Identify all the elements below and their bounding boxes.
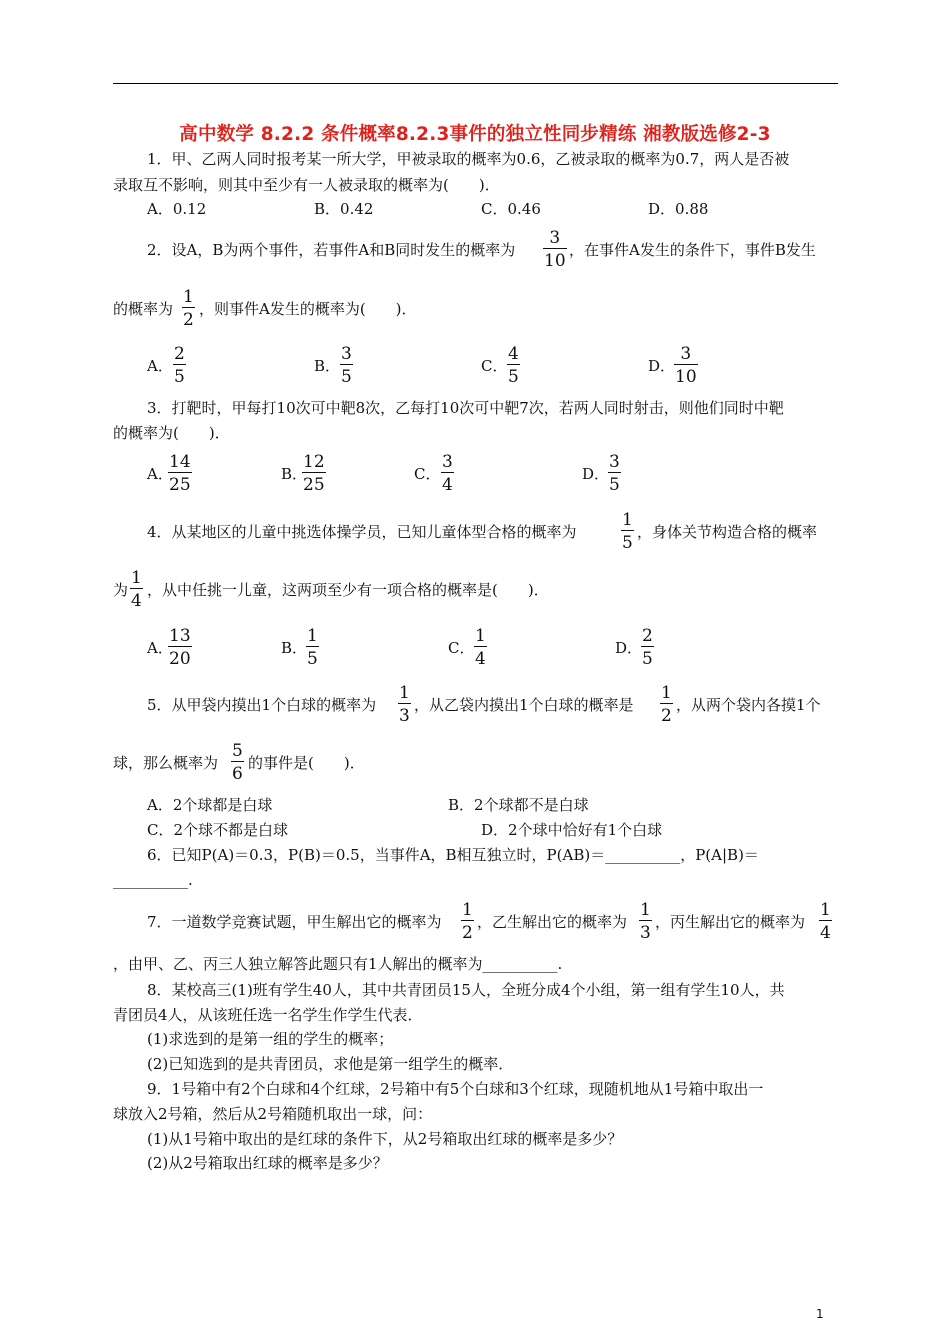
q3-option-d-label: D． [582,465,610,483]
q8-line1: 8．某校高三(1)班有学生40人，其中共青团员15人，全班分成4个小组，第一组有学生10人，共 [147,981,785,999]
q4-option-b-fraction: $\frac{1}{5}$ [307,626,318,669]
q2-option-a-fraction: $\frac{2}{5}$ [174,344,185,387]
q5-option-c: C．2个球不都是白球 [147,821,289,839]
page-number: 1 [816,1307,824,1321]
q2-option-c-label: C． [481,357,508,375]
q2-fraction-2: $\frac{1}{2}$ [183,287,194,330]
page-title: 高中数学 8.2.2 条件概率8.2.3事件的独立性同步精练 湘教版选修2-3 [179,124,771,145]
q4-option-a-label: A． [147,639,173,657]
q4-text-3: 为 [113,581,129,599]
q2-option-b-label: B． [314,357,341,375]
q4-text-2: ，身体关节构造合格的概率 [637,523,818,541]
q2-option-b-fraction: $\frac{3}{5}$ [341,344,352,387]
q8-sub1: (1)求选到的是第一组的学生的概率； [147,1030,394,1048]
q4-fraction-1: $\frac{1}{5}$ [622,510,633,553]
q2-text-2: ，在事件A发生的条件下，事件B发生 [569,241,816,259]
q3-option-a-fraction: $\frac{14}{25}$ [169,452,191,495]
q1-option-b: B．0.42 [314,200,374,218]
q5-option-a: A．2个球都是白球 [147,796,273,814]
q3-option-c-fraction: $\frac{3}{4}$ [442,452,453,495]
q5-text-5: 的事件是( )． [248,754,365,772]
q6-line1: 6．已知P(A)＝0.3，P(B)＝0.5，当事件A，B相互独立时，P(AB)＝__________，P(A|B)＝ [147,846,759,864]
q8-line2: 青团员4人，从该班任选一名学生作学生代表． [113,1006,423,1024]
q1-option-c: C．0.46 [481,200,541,218]
q5-text-2: ，从乙袋内摸出1个白球的概率是 [414,696,634,714]
q1-option-d: D．0.88 [648,200,709,218]
q4-option-b-label: B． [281,639,308,657]
q9-line1: 9．1号箱中有2个白球和4个红球，2号箱中有5个白球和3个红球，现随机地从1号箱中取出一 [147,1080,764,1098]
q5-text-4: 球，那么概率为 [113,754,219,772]
q2-option-d-fraction: $\frac{3}{10}$ [675,344,697,387]
q1-line2: 录取互不影响，则其中至少有一人被录取的概率为( )． [113,176,500,194]
q9-sub2: (2)从2号箱取出红球的概率是多少？ [147,1154,388,1172]
q1-line1: 1．甲、乙两人同时报考某一所大学，甲被录取的概率为0.6，乙被录取的概率为0.7，两人是否被 [147,150,790,168]
q2-option-d-label: D． [648,357,676,375]
q4-option-c-label: C． [448,639,475,657]
q7-fraction-1: $\frac{1}{2}$ [462,900,473,943]
header-rule [113,83,838,84]
q2-text-4: ，则事件A发生的概率为( )． [199,300,417,318]
q7-text-1: 7．一道数学竞赛试题，甲生解出它的概率为 [147,913,442,931]
q3-option-a-label: A． [147,465,173,483]
q5-option-b: B．2个球都不是白球 [448,796,589,814]
q9-sub1: (1)从1号箱中取出的是红球的条件下，从2号箱取出红球的概率是多少？ [147,1130,623,1148]
q2-fraction-1: $\frac{3}{10}$ [544,228,566,271]
q7-text-3: ，丙生解出它的概率为 [655,913,806,931]
q6-line2: __________. [113,871,193,889]
q4-text-1: 4．从某地区的儿童中挑选体操学员，已知儿童体型合格的概率为 [147,523,577,541]
q9-line2: 球放入2号箱，然后从2号箱随机取出一球，问： [113,1105,433,1123]
q2-text-1: 2．设A，B为两个事件，若事件A和B同时发生的概率为 [147,241,516,259]
q7-fraction-3: $\frac{1}{4}$ [820,900,831,943]
q3-option-b-fraction: $\frac{12}{25}$ [303,452,325,495]
q7-text-2: ，乙生解出它的概率为 [477,913,628,931]
q7-text-4: ，由甲、乙、丙三人独立解答此题只有1人解出的概率为__________. [113,955,563,973]
q3-option-d-fraction: $\frac{3}{5}$ [609,452,620,495]
q1-option-a: A．0.12 [147,200,207,218]
q4-option-d-fraction: $\frac{2}{5}$ [642,626,653,669]
q2-text-3: 的概率为 [113,300,174,318]
q4-option-a-fraction: $\frac{13}{20}$ [169,626,191,669]
q2-option-c-fraction: $\frac{4}{5}$ [508,344,519,387]
q3-line2: 的概率为( )． [113,424,230,442]
q5-text-1: 5．从甲袋内摸出1个白球的概率为 [147,696,377,714]
q5-option-d: D．2个球中恰好有1个白球 [481,821,663,839]
q4-option-d-label: D． [615,639,643,657]
q3-line1: 3．打靶时，甲每打10次可中靶8次，乙每打10次可中靶7次，若两人同时射击，则他们同时中靶 [147,399,784,417]
q5-text-3: ，从两个袋内各摸1个 [676,696,821,714]
q8-sub2: (2)已知选到的是共青团员，求他是第一组学生的概率． [147,1055,514,1073]
q2-option-a-label: A． [147,357,173,375]
q5-fraction-3: $\frac{5}{6}$ [232,741,243,784]
q5-fraction-2: $\frac{1}{2}$ [661,683,672,726]
q4-fraction-2: $\frac{1}{4}$ [131,568,142,611]
q7-fraction-2: $\frac{1}{3}$ [640,900,651,943]
q3-option-c-label: C． [414,465,441,483]
q4-text-4: ，从中任挑一儿童，这两项至少有一项合格的概率是( )． [147,581,549,599]
q5-fraction-1: $\frac{1}{3}$ [399,683,410,726]
q3-option-b-label: B． [281,465,308,483]
q4-option-c-fraction: $\frac{1}{4}$ [475,626,486,669]
